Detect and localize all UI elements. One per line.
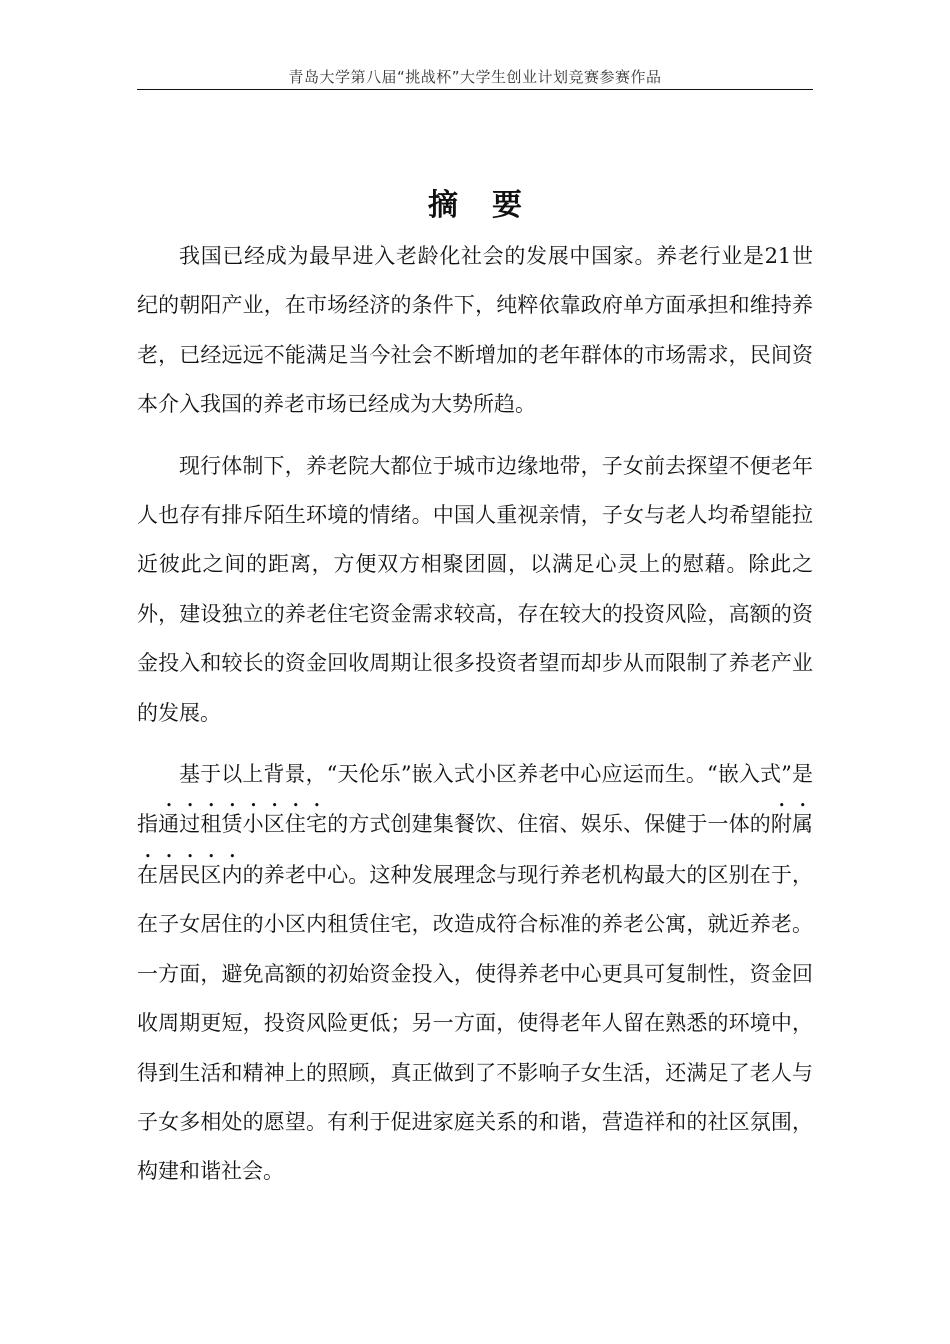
header-divider [137,89,813,90]
abstract-title: 摘要 [428,188,556,223]
page-header: 青岛大学第八届“挑战杯”大学生创业计划竞赛参赛作品 [288,68,662,86]
emphasized-phrase-rent-housing: 通过租赁小区住宅 [158,812,328,837]
paragraph-2: 现行体制下，养老院大都位于城市边缘地带，子女前去探望不便老年人也存有排斥陌生环境的情绪。中国人重视亲情，子女与老人均希望能拉近彼此之间的距离，方便双方相聚团圆，以满足心灵上的慰藉。除此之外，建设独立的养老住宅资金需求较高，存在较大的投资风险，高额的资金投入和较长的资金回收周期让很多投资者望而却步从而限制了养老产业的发展。 [137,453,813,725]
emphasized-phrase-attached-residential: 附属在居民区内 [137,812,814,887]
abstract-body [137,232,813,1197]
paragraph-3-text-b: 的方式创建集餐饮、住宿、娱乐、保健于一体的 [327,812,771,837]
paragraph-3 [137,750,813,1197]
paragraph-3-text-c: 的养老中心。这种发展理念与现行养老机构最大的区别在于，在子女居住的小区内租赁住宅，改造成符合标准的养老公寓，就近养老。一方面，避免高额的初始资金投入，使得养老中心更具可复制性，资金回收周期更短，投资风险更低；另一方面，使得老年人留在熟悉的环境中，得到生活和精神上的照顾，真正做到了不影响子女生活，还满足了老人与子女多相处的愿望。有利于促进家庭关系的和谐，营造祥和的社区氛围，构建和谐社会。 [137,862,814,1184]
paragraph-3-text-a: 基于以上背景，“天伦乐”嵌入式小区养老中心应运而生。“嵌入式”是指 [137,762,813,837]
paragraph-1: 我国已经成为最早进入老龄化社会的发展中国家。养老行业是21世纪的朝阳产业，在市场经济的条件下，纯粹依靠政府单方面承担和维持养老，已经远远不能满足当今社会不断增加的老年群体的市场需求，民间资本介入我国的养老市场已经成为大势所趋。 [137,244,813,417]
